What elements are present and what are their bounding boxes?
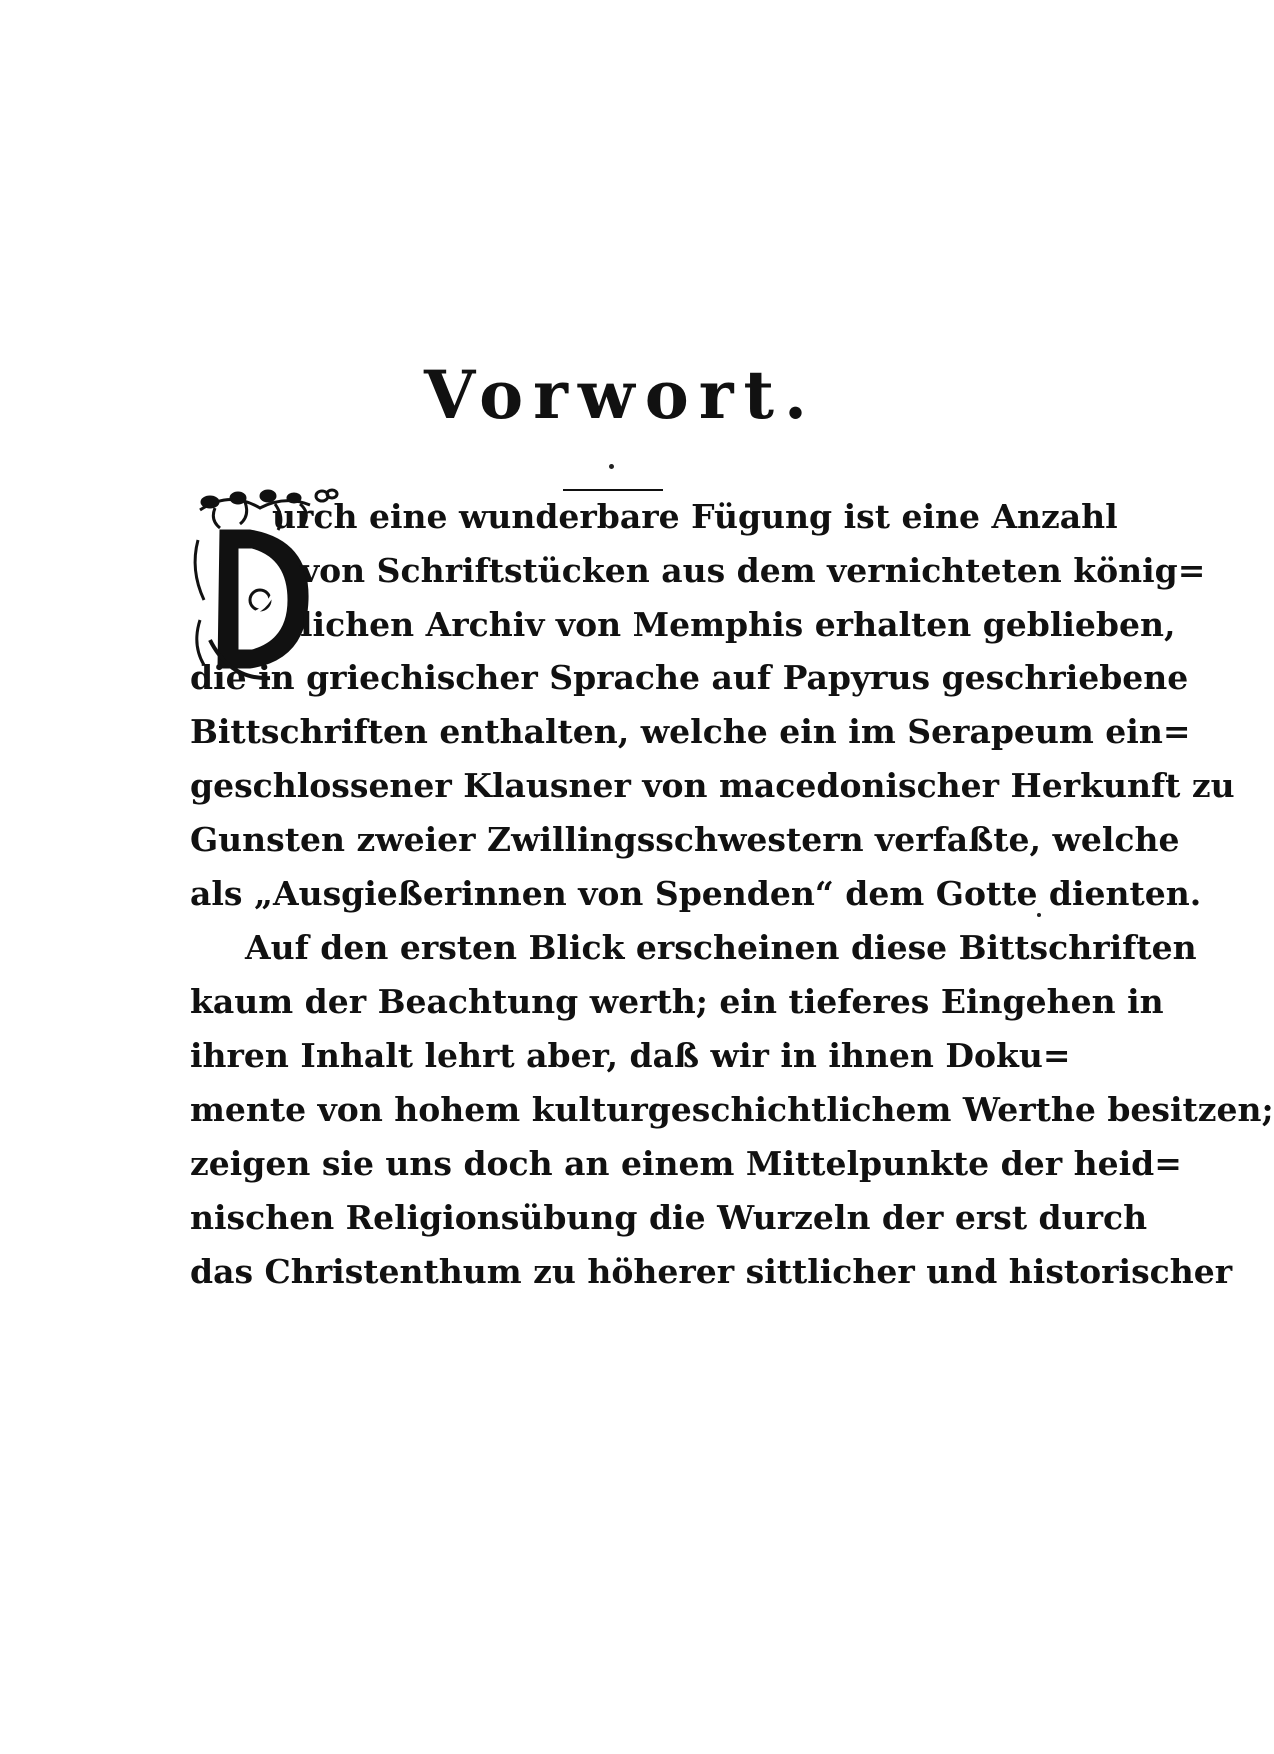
text-line: ihren Inhalt lehrt aber, daß wir in ihnen Doku=	[190, 1036, 1071, 1075]
text-line: Auf den ersten Blick erscheinen diese Bittschriften	[245, 928, 1197, 967]
decorative-dot	[609, 464, 614, 469]
text-line: von Schriftstücken aus dem vernichteten könig=	[300, 551, 1206, 590]
text-line: das Christenthum zu höherer sittlicher und historischer	[190, 1252, 1233, 1291]
text-line: die in griechischer Sprache auf Papyrus geschriebene	[190, 658, 1189, 697]
text-line: geschlossener Klausner von macedonischer Herkunft zu	[190, 766, 1235, 805]
text-line: urch eine wunderbare Fügung ist eine Anzahl	[272, 497, 1118, 536]
text-line: zeigen sie uns doch an einem Mittelpunkte der heid=	[190, 1144, 1182, 1183]
initial-letter-glyph	[210, 530, 308, 678]
text-line: nischen Religionsübung die Wurzeln der erst durch	[190, 1198, 1148, 1237]
page-title: Vorwort.	[423, 356, 818, 434]
text-line: lichen Archiv von Memphis erhalten geblieben,	[300, 605, 1176, 644]
text-line: Gunsten zweier Zwillingsschwestern verfaßte, welche	[190, 820, 1180, 859]
text-line: mente von hohem kulturgeschichtlichem Werthe besitzen;	[190, 1090, 1274, 1129]
text-line: als „Ausgießerinnen von Spenden“ dem Gotte dienten.	[190, 874, 1202, 913]
initial-letter-text: D	[190, 490, 191, 491]
text-line: kaum der Beachtung werth; ein tieferes Eingehen in	[190, 982, 1164, 1021]
title-divider	[563, 489, 663, 491]
text-line: Bittschriften enthalten, welche ein im Serapeum ein=	[190, 712, 1191, 751]
decorative-dot	[1037, 913, 1041, 917]
